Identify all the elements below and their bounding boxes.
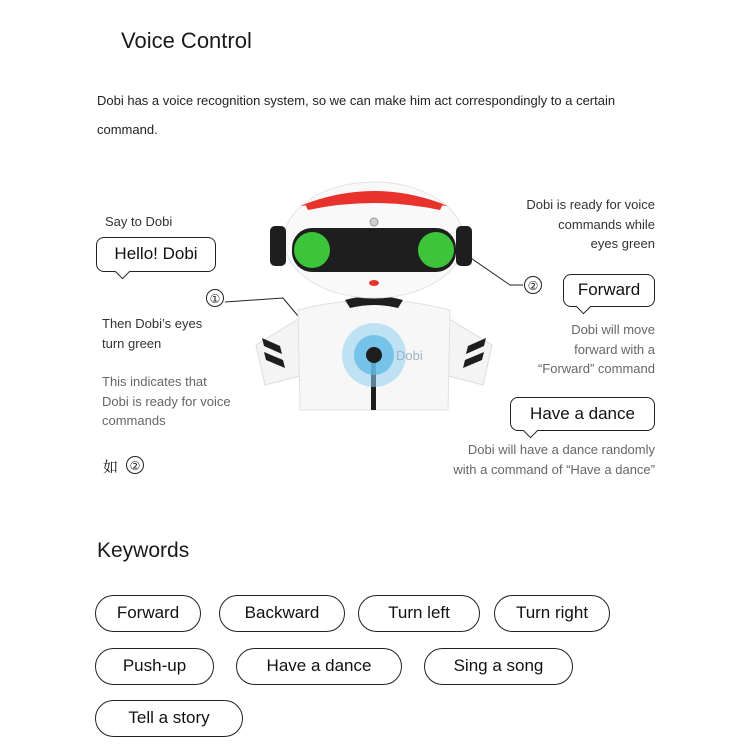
- keyword-turn-right[interactable]: Turn right: [494, 595, 610, 632]
- robot-mouth: [369, 280, 379, 286]
- dance-line2: with a command of “Have a dance”: [453, 461, 655, 477]
- keyword-have-a-dance[interactable]: Have a dance: [236, 648, 402, 685]
- dance-line1: Dobi will have a dance randomly: [467, 442, 655, 457]
- left-eye: [294, 232, 330, 268]
- keyword-push-up[interactable]: Push-up: [95, 648, 214, 685]
- keyword-forward[interactable]: Forward: [95, 595, 201, 632]
- marker-1: ①: [206, 289, 224, 307]
- forward-bubble-text: Forward: [577, 280, 641, 299]
- keyword-backward[interactable]: Backward: [219, 595, 345, 632]
- right-ear: [456, 226, 472, 266]
- keywords-title: Keywords: [97, 539, 190, 562]
- keyword-tell-a-story[interactable]: Tell a story: [95, 700, 243, 737]
- ready-line1: Dobi is ready for voice: [526, 197, 655, 212]
- robot-brand-text: Dobi: [396, 348, 423, 363]
- keyword-sing-a-song[interactable]: Sing a song: [424, 648, 573, 685]
- ru-label: 如: [103, 459, 119, 476]
- indicates-line3: commands: [102, 413, 166, 428]
- say-to-dobi-label: Say to Dobi: [105, 214, 173, 229]
- keyword-turn-left[interactable]: Turn left: [358, 595, 480, 632]
- hello-dobi-text: Hello! Dobi: [114, 244, 198, 263]
- forward-line2: forward with a: [574, 341, 655, 357]
- forward-line3: “Forward” command: [537, 361, 655, 376]
- right-eye: [418, 232, 454, 268]
- forward-line1: Dobi will move: [571, 322, 655, 337]
- have-a-dance-bubble-text: Have a dance: [530, 404, 635, 423]
- indicates-line1: This indicates that: [102, 374, 207, 389]
- marker-2: ②: [524, 276, 542, 294]
- indicates-line2: Dobi is ready for voice: [102, 393, 231, 409]
- head-sensor: [370, 218, 378, 226]
- page-title: Voice Control: [121, 28, 252, 53]
- marker-2-ref: ②: [126, 456, 144, 474]
- eyes-green-line2: turn green: [102, 335, 162, 351]
- eyes-green-line1: Then Dobi’s eyes: [102, 316, 203, 331]
- chest-button: [366, 347, 382, 363]
- ready-line3: eyes green: [590, 236, 655, 251]
- ready-line2: commands while: [558, 216, 655, 232]
- left-ear: [270, 226, 286, 266]
- intro-paragraph: Dobi has a voice recognition system, so we can make him act correspondingly to a certain command.: [97, 93, 616, 137]
